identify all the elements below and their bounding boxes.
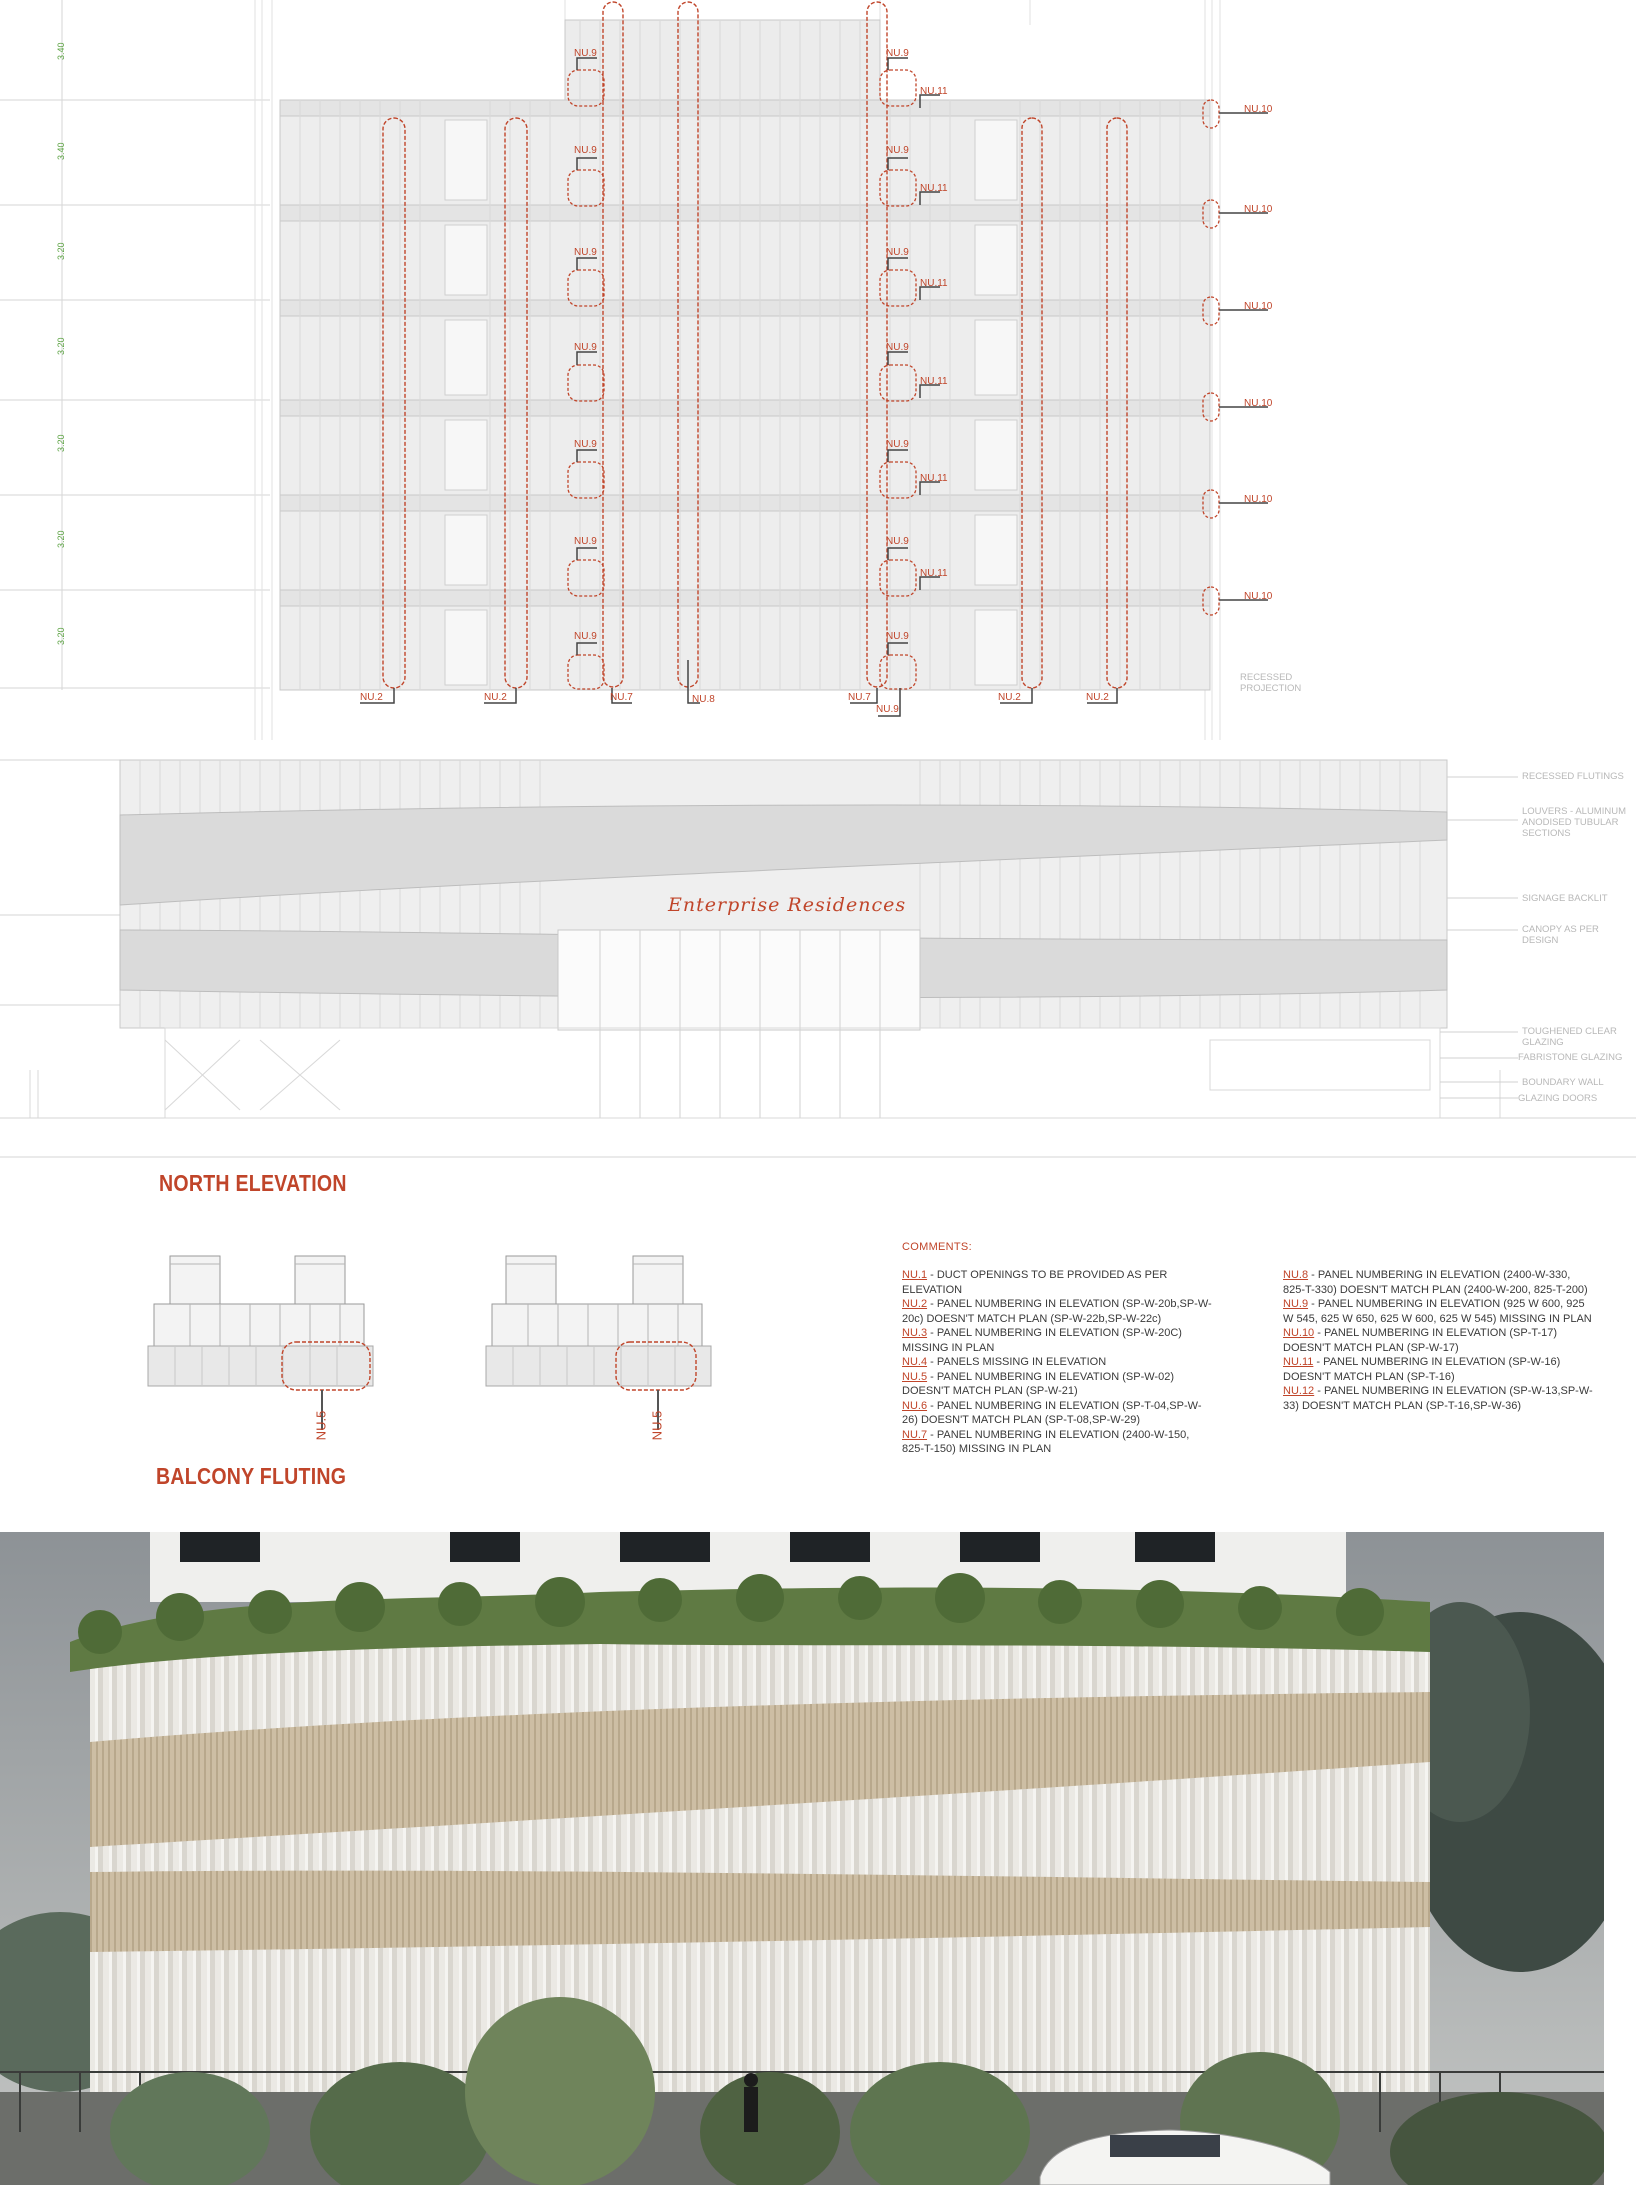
label-signage-backlit: SIGNAGE BACKLIT xyxy=(1522,893,1608,904)
level-mark: 3.40 xyxy=(56,142,66,160)
comment-code: NU.7 xyxy=(902,1428,928,1441)
level-mark: 3.20 xyxy=(56,242,66,260)
label-recessed-flutings: RECESSED FLUTINGS xyxy=(1522,771,1624,782)
annotation-nu11: NU.11 xyxy=(920,86,948,97)
comment-code: NU.10 xyxy=(1283,1327,1315,1339)
comments-right xyxy=(1283,1268,1593,1413)
comment-text: - PANEL NUMBERING IN ELEVATION (2400-W-150, 825-T-150) MISSING IN PLAN xyxy=(902,1428,1190,1455)
annotation-nu2: NU.2 xyxy=(484,692,507,703)
comments-title: COMMENTS: xyxy=(902,1241,972,1253)
north-elevation-title: NORTH ELEVATION xyxy=(159,1170,347,1196)
label-toughened-glazing: TOUGHENED CLEAR GLAZING xyxy=(1522,1026,1617,1048)
comment-text: - PANELS MISSING IN ELEVATION xyxy=(927,1356,1107,1368)
comment-item xyxy=(1283,1297,1593,1326)
annotation-nu9: NU.9 xyxy=(574,439,597,450)
comment-text: - PANEL NUMBERING IN ELEVATION (SP-T-17) DOESN'T MATCH PLAN (SP-W-17) xyxy=(1283,1327,1558,1354)
level-mark: 3.40 xyxy=(56,42,66,60)
comment-text: - PANEL NUMBERING IN ELEVATION (SP-T-04,SP-W-26) DOESN'T MATCH PLAN (SP-T-08,SP-W-29) xyxy=(902,1399,1202,1426)
label-fabristone: FABRISTONE GLAZING xyxy=(1518,1052,1623,1063)
annotation-nu9: NU.9 xyxy=(574,631,597,642)
balcony-fluting-title: BALCONY FLUTING xyxy=(156,1463,347,1489)
annotation-nu10: NU.10 xyxy=(1244,204,1273,215)
comment-text: - PANEL NUMBERING IN ELEVATION (2400-W-330, 825-T-330) DOESN'T MATCH PLAN (2400-W-200, 825-T-200) xyxy=(1283,1269,1588,1296)
level-mark: 3.20 xyxy=(56,530,66,548)
building-render-photo xyxy=(0,1532,1604,2185)
annotation-nu11: NU.11 xyxy=(920,568,948,579)
annotation-nu9: NU.9 xyxy=(574,342,597,353)
annotation-nu11: NU.11 xyxy=(920,376,948,387)
comment-code: NU.6 xyxy=(902,1399,928,1412)
label-boundary-wall: BOUNDARY WALL xyxy=(1522,1077,1604,1088)
annotation-nu9: NU.9 xyxy=(886,439,909,450)
comment-text: - PANEL NUMBERING IN ELEVATION (SP-W-20b,SP-W-20c) DOESN'T MATCH PLAN (SP-W-22b,SP-W-22c) xyxy=(902,1298,1212,1325)
comment-code: NU.2 xyxy=(902,1298,928,1310)
comment-text: - PANEL NUMBERING IN ELEVATION (SP-W-16) DOESN'T MATCH PLAN (SP-T-16) xyxy=(1283,1356,1561,1383)
comment-code: NU.12 xyxy=(1283,1385,1315,1397)
annotation-nu9: NU.9 xyxy=(886,342,909,353)
comment-item xyxy=(902,1370,1212,1399)
label-recessed-projection: RECESSED PROJECTION xyxy=(1240,672,1302,694)
label-glazing-doors: GLAZING DOORS xyxy=(1518,1093,1598,1104)
annotation-nu8: NU.8 xyxy=(692,694,715,705)
level-mark: 3.20 xyxy=(56,337,66,355)
annotation-nu9: NU.9 xyxy=(876,704,899,715)
comment-code: NU.1 xyxy=(902,1269,928,1281)
signage-script: Enterprise Residences xyxy=(668,894,907,916)
comment-item xyxy=(902,1326,1212,1355)
annotation-nu5: NU.5 xyxy=(313,1410,329,1441)
annotation-nu9: NU.9 xyxy=(886,536,909,547)
comment-text: - PANEL NUMBERING IN ELEVATION (SP-W-13,SP-W-33) DOESN'T MATCH PLAN (SP-T-16,SP-W-36) xyxy=(1283,1385,1593,1412)
annotation-nu10: NU.10 xyxy=(1244,104,1273,115)
comment-item xyxy=(902,1297,1212,1326)
annotation-nu9: NU.9 xyxy=(574,247,597,258)
annotation-nu10: NU.10 xyxy=(1244,591,1273,602)
annotation-nu7: NU.7 xyxy=(610,692,633,703)
comment-item xyxy=(1283,1384,1593,1413)
comment-code: NU.5 xyxy=(902,1370,928,1383)
comment-item xyxy=(902,1399,1212,1428)
annotation-nu9: NU.9 xyxy=(886,145,909,156)
label-canopy: CANOPY AS PER DESIGN xyxy=(1522,924,1599,946)
level-mark: 3.20 xyxy=(56,434,66,452)
annotation-nu2: NU.2 xyxy=(360,692,383,703)
annotation-nu7: NU.7 xyxy=(848,692,871,703)
annotation-nu2: NU.2 xyxy=(1086,692,1109,703)
comment-item xyxy=(1283,1355,1593,1384)
label-louvers: LOUVERS - ALUMINUM ANODISED TUBULAR SECTIONS xyxy=(1522,806,1626,839)
annotation-nu9: NU.9 xyxy=(574,536,597,547)
comment-text: - PANEL NUMBERING IN ELEVATION (SP-W-02) DOESN'T MATCH PLAN (SP-W-21) xyxy=(902,1370,1174,1397)
annotation-nu10: NU.10 xyxy=(1244,301,1273,312)
comment-text: - PANEL NUMBERING IN ELEVATION (925 W 600, 925 W 545, 625 W 650, 625 W 600, 625 W 545) MISSING IN PLAN xyxy=(1283,1298,1592,1325)
annotation-nu9: NU.9 xyxy=(886,247,909,258)
annotation-nu11: NU.11 xyxy=(920,183,948,194)
comment-item xyxy=(902,1268,1212,1297)
comments-left xyxy=(902,1268,1212,1457)
comment-code: NU.3 xyxy=(902,1327,928,1339)
comment-code: NU.11 xyxy=(1283,1356,1314,1368)
annotation-nu9: NU.9 xyxy=(886,631,909,642)
comment-item xyxy=(902,1428,1212,1457)
comment-code: NU.9 xyxy=(1283,1298,1309,1310)
comment-code: NU.8 xyxy=(1283,1269,1309,1281)
annotation-nu2: NU.2 xyxy=(998,692,1021,703)
comment-code: NU.4 xyxy=(902,1356,928,1368)
comment-item xyxy=(1283,1268,1593,1297)
annotation-nu11: NU.11 xyxy=(920,278,948,289)
annotation-nu9: NU.9 xyxy=(886,48,909,59)
comment-text: - PANEL NUMBERING IN ELEVATION (SP-W-20C) MISSING IN PLAN xyxy=(902,1327,1182,1354)
annotation-nu5: NU.5 xyxy=(649,1410,665,1441)
annotation-nu9: NU.9 xyxy=(574,145,597,156)
annotation-nu10: NU.10 xyxy=(1244,398,1273,409)
level-mark: 3.20 xyxy=(56,627,66,645)
comment-item xyxy=(1283,1326,1593,1355)
annotation-nu10: NU.10 xyxy=(1244,494,1273,505)
balcony-fluting-detail-2 xyxy=(478,1250,778,1430)
comment-item xyxy=(902,1355,1212,1370)
annotation-nu11: NU.11 xyxy=(920,473,948,484)
annotation-nu9: NU.9 xyxy=(574,48,597,59)
comment-text: - DUCT OPENINGS TO BE PROVIDED AS PER ELEVATION xyxy=(902,1269,1168,1296)
